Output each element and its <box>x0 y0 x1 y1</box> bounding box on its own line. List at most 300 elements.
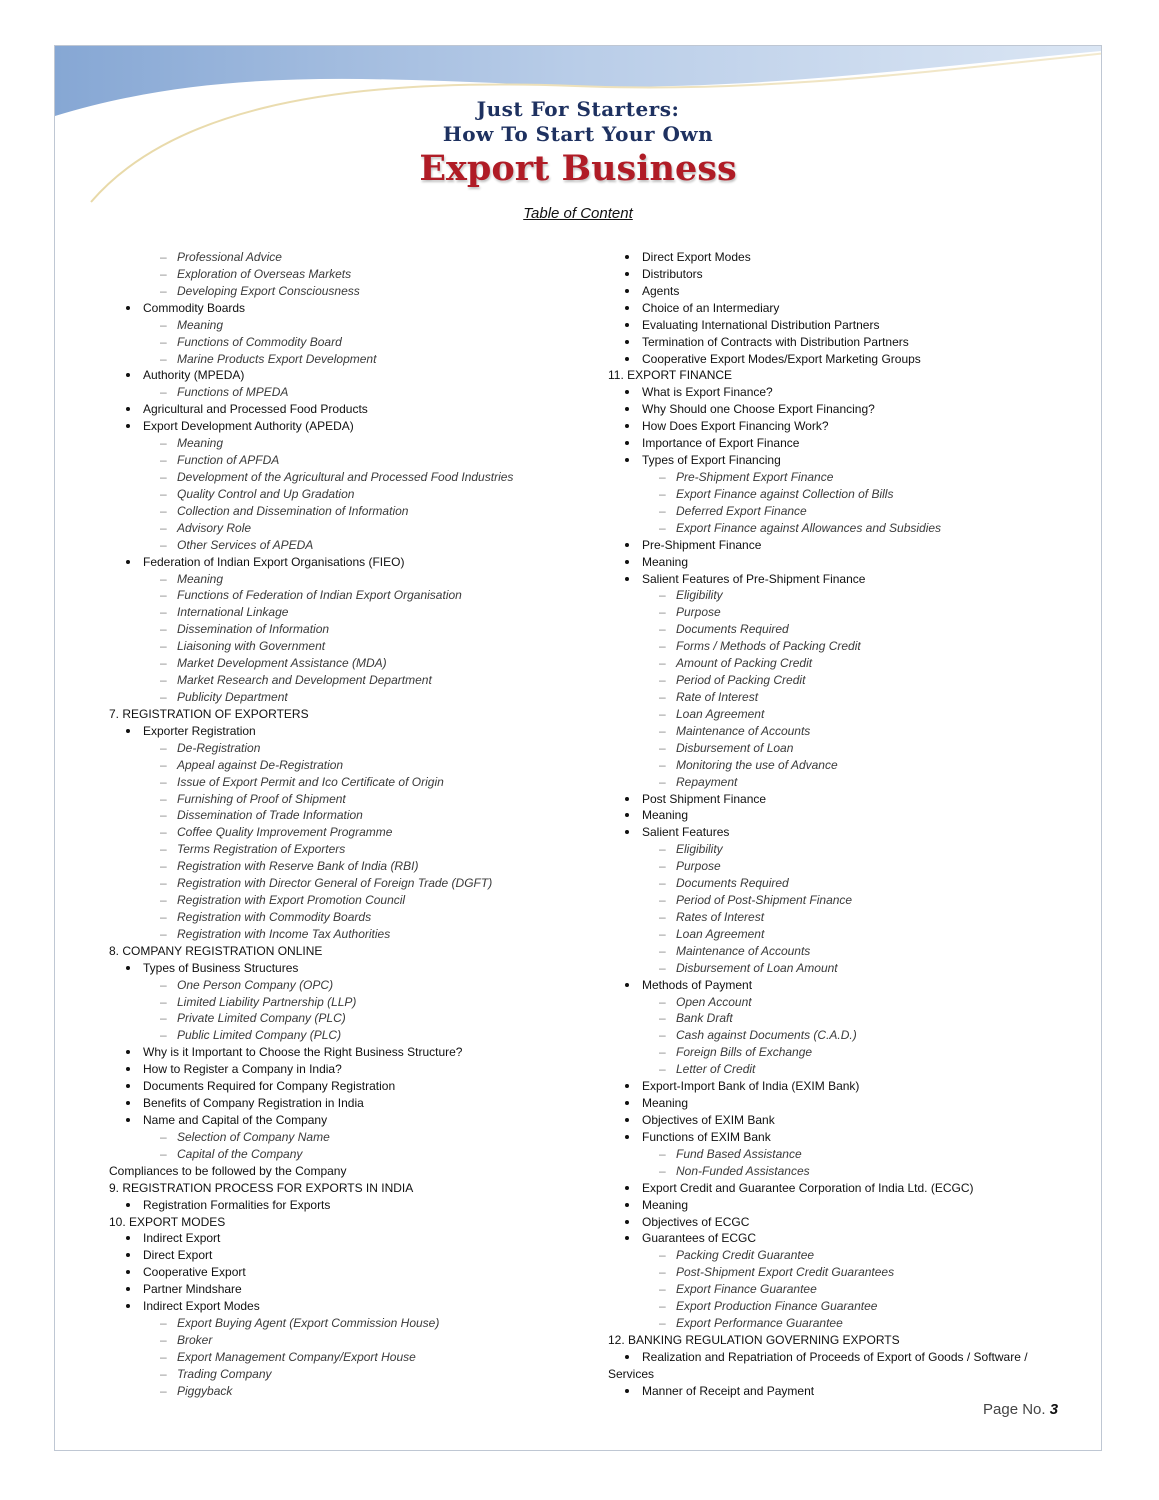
toc-entry <box>109 774 579 791</box>
bullet-icon <box>625 255 629 259</box>
bullet-icon <box>625 1236 629 1240</box>
toc-entry <box>608 1264 1068 1281</box>
toc-entry-text: Types of Business Structures <box>143 960 299 975</box>
toc-entry-text: Publicity Department <box>177 689 288 704</box>
dash-icon: – <box>160 266 167 281</box>
dash-icon: – <box>160 453 167 468</box>
dash-icon: – <box>659 706 666 721</box>
dash-icon: – <box>160 673 167 688</box>
toc-entry <box>109 334 579 351</box>
bullet-icon <box>625 1355 629 1359</box>
toc-entry-text: How Does Export Financing Work? <box>642 419 829 434</box>
dash-icon: – <box>659 673 666 688</box>
toc-entry-text: Meaning <box>642 1096 689 1111</box>
toc-entry <box>608 689 1068 706</box>
dash-icon: – <box>160 520 167 535</box>
toc-entry <box>608 587 1068 604</box>
bullet-icon <box>625 1389 629 1393</box>
toc-entry-text: Meaning <box>177 436 224 451</box>
dash-icon: – <box>160 791 167 806</box>
bullet-icon <box>625 1084 629 1088</box>
toc-entry-text: Professional Advice <box>177 250 282 264</box>
bullet-icon <box>625 560 629 564</box>
dash-icon: – <box>659 1146 666 1161</box>
toc-entry-text: Open Account <box>676 994 752 1009</box>
toc-entry <box>608 351 1068 368</box>
toc-entry-text: Cash against Documents (C.A.D.) <box>676 1028 857 1043</box>
toc-heading: Table of Content <box>523 205 633 222</box>
toc-entry-text: Function of APFDA <box>177 453 280 468</box>
dash-icon: – <box>659 1062 666 1077</box>
toc-entry-text: Guarantees of ECGC <box>642 1231 757 1246</box>
bullet-icon <box>126 1236 130 1240</box>
toc-entry-text: Loan Agreement <box>676 706 765 721</box>
dash-icon: – <box>160 825 167 840</box>
toc-entry-text: Appeal against De-Registration <box>177 757 344 772</box>
toc-entry <box>608 520 1068 537</box>
toc-entry <box>109 1163 579 1180</box>
toc-entry-text: Services <box>608 1366 655 1381</box>
dash-icon: – <box>160 469 167 484</box>
toc-entry-text: 11. EXPORT FINANCE <box>608 368 733 383</box>
dash-icon: – <box>659 876 666 891</box>
toc-entry <box>608 537 1068 554</box>
toc-entry <box>109 1010 579 1027</box>
toc-entry-text: Broker <box>177 1333 213 1347</box>
toc-entry-text: Distributors <box>642 266 703 281</box>
toc-entry-text: Commodity Boards <box>143 300 246 315</box>
toc-entry <box>608 1027 1068 1044</box>
toc-entry <box>109 571 579 588</box>
dash-icon: – <box>659 943 666 958</box>
toc-entry-text: Federation of Indian Export Organisations (FIEO) <box>143 554 405 569</box>
toc-entry <box>109 367 579 384</box>
bullet-icon <box>625 1186 629 1190</box>
toc-entry <box>109 452 579 469</box>
toc-entry-text: Exploration of Overseas Markets <box>177 266 352 281</box>
toc-entry-text: Functions of EXIM Bank <box>642 1129 771 1144</box>
toc-entry <box>608 367 1068 384</box>
toc-entry <box>109 875 579 892</box>
toc-entry-text: Agents <box>642 283 680 298</box>
toc-entry <box>109 672 579 689</box>
toc-entry-text: Foreign Bills of Exchange <box>676 1045 813 1060</box>
toc-entry <box>608 503 1068 520</box>
toc-entry <box>109 740 579 757</box>
toc-entry-text: Collection and Dissemination of Information <box>177 503 409 518</box>
dash-icon: – <box>160 334 167 349</box>
bullet-icon <box>126 1050 130 1054</box>
toc-entry-text: Period of Packing Credit <box>676 673 806 688</box>
toc-entry <box>608 469 1068 486</box>
toc-entry-text: Exporter Registration <box>143 723 256 738</box>
toc-entry <box>608 757 1068 774</box>
toc-entry-text: Post-Shipment Export Credit Guarantees <box>676 1265 895 1280</box>
toc-entry-text: Cooperative Export <box>143 1265 246 1280</box>
dash-icon: – <box>659 689 666 704</box>
toc-entry-text: De-Registration <box>177 740 261 755</box>
toc-entry-text: International Linkage <box>177 605 289 620</box>
bullet-icon <box>625 1118 629 1122</box>
toc-entry-text: Meaning <box>642 554 689 569</box>
toc-entry-text: Liaisoning with Government <box>177 639 326 654</box>
toc-entry <box>608 1247 1068 1264</box>
dash-icon: – <box>659 1163 666 1178</box>
dash-icon: – <box>160 909 167 924</box>
toc-entry-text: Pre-Shipment Finance <box>642 537 762 552</box>
dash-icon: – <box>160 994 167 1009</box>
dash-icon: – <box>160 1146 167 1161</box>
toc-entry-text: Registration with Director General of Foreign Trade (DGFT) <box>177 876 493 891</box>
page-number <box>983 1401 1058 1418</box>
toc-entry-text: Purpose <box>676 605 721 620</box>
bullet-icon <box>625 1220 629 1224</box>
toc-entry-text: Development of the Agricultural and Processed Food Industries <box>177 469 514 484</box>
page-number-label: Page No. <box>983 1401 1046 1418</box>
dash-icon: – <box>160 639 167 654</box>
bullet-icon <box>625 983 629 987</box>
toc-entry <box>608 892 1068 909</box>
toc-entry-text: Salient Features of Pre-Shipment Finance <box>642 571 866 586</box>
dash-icon: – <box>160 571 167 586</box>
dash-icon: – <box>160 351 167 366</box>
toc-entry-text: Packing Credit Guarantee <box>676 1248 815 1263</box>
toc-entry <box>608 1095 1068 1112</box>
toc-entry <box>608 909 1068 926</box>
toc-entry <box>109 841 579 858</box>
toc-entry <box>608 994 1068 1011</box>
toc-entry-text: Types of Export Financing <box>642 453 781 468</box>
toc-entry <box>608 571 1068 588</box>
toc-entry <box>109 554 579 571</box>
toc-entry-text: Name and Capital of the Company <box>143 1113 328 1128</box>
toc-entry-text: Furnishing of Proof of Shipment <box>177 791 346 806</box>
toc-entry-text: Maintenance of Accounts <box>676 943 811 958</box>
toc-entry-text: Agricultural and Processed Food Products <box>143 402 368 417</box>
bullet-icon <box>126 1270 130 1274</box>
toc-entry-text: 8. COMPANY REGISTRATION ONLINE <box>109 943 323 958</box>
bullet-icon <box>126 1287 130 1291</box>
toc-entry <box>608 283 1068 300</box>
toc-entry <box>109 1332 579 1349</box>
dash-icon: – <box>659 503 666 518</box>
toc-entry-text: Meaning <box>177 571 224 586</box>
dash-icon: – <box>160 503 167 518</box>
toc-entry-text: Importance of Export Finance <box>642 436 800 451</box>
toc-entry <box>109 1264 579 1281</box>
toc-entry-text: Private Limited Company (PLC) <box>177 1011 346 1026</box>
toc-entry <box>608 655 1068 672</box>
toc-entry-text: Rates of Interest <box>676 909 765 924</box>
toc-entry <box>109 1214 579 1231</box>
toc-entry <box>608 943 1068 960</box>
toc-entry-text: Partner Mindshare <box>143 1282 242 1297</box>
toc-entry-text: Marine Products Export Development <box>177 351 377 366</box>
toc-entry-text: Why is it Important to Choose the Right Business Structure? <box>143 1045 463 1060</box>
toc-column-left <box>109 249 579 1400</box>
toc-entry <box>608 1078 1068 1095</box>
toc-entry-text: Termination of Contracts with Distribution Partners <box>642 334 909 349</box>
toc-entry <box>109 537 579 554</box>
dash-icon: – <box>659 757 666 772</box>
dash-icon: – <box>160 842 167 857</box>
toc-entry-text: Advisory Role <box>177 520 252 535</box>
toc-entry-text: Selection of Company Name <box>177 1129 330 1144</box>
toc-entry <box>109 960 579 977</box>
toc-entry-text: Indirect Export <box>143 1231 221 1246</box>
toc-entry-text: Export Buying Agent (Export Commission House) <box>177 1316 440 1331</box>
toc-entry <box>608 1146 1068 1163</box>
toc-entry <box>608 334 1068 351</box>
toc-entry-text: Rate of Interest <box>676 689 759 704</box>
toc-entry-text: Realization and Repatriation of Proceeds of Export of Goods / Software / <box>642 1349 1028 1364</box>
bullet-icon <box>625 424 629 428</box>
toc-entry <box>109 1383 579 1400</box>
dash-icon: – <box>160 876 167 891</box>
toc-entry-text: Dissemination of Information <box>177 622 330 637</box>
dash-icon: – <box>659 893 666 908</box>
toc-entry <box>608 554 1068 571</box>
dash-icon: – <box>160 1333 167 1347</box>
toc-entry-text: Fund Based Assistance <box>676 1146 802 1161</box>
toc-entry <box>608 300 1068 317</box>
toc-entry-text: Export-Import Bank of India (EXIM Bank) <box>642 1079 860 1094</box>
toc-entry-text: Registration with Commodity Boards <box>177 909 372 924</box>
bullet-icon <box>625 577 629 581</box>
dash-icon: – <box>659 859 666 874</box>
dash-icon: – <box>659 740 666 755</box>
toc-entry <box>608 1163 1068 1180</box>
toc-entry <box>608 1349 1068 1366</box>
toc-entry-text: Registration Formalities for Exports <box>143 1197 331 1212</box>
toc-entry <box>109 300 579 317</box>
toc-entry <box>109 604 579 621</box>
bullet-icon <box>625 1203 629 1207</box>
toc-entry-text: Eligibility <box>676 588 723 603</box>
toc-entry <box>109 892 579 909</box>
dash-icon: – <box>160 622 167 637</box>
toc-entry-text: Market Development Assistance (MDA) <box>177 656 387 671</box>
dash-icon: – <box>659 588 666 603</box>
dash-icon: – <box>659 960 666 975</box>
toc-entry-text: Export Finance against Collection of Bills <box>676 486 894 501</box>
toc-entry <box>608 926 1068 943</box>
toc-entry <box>109 1180 579 1197</box>
toc-entry-text: Terms Registration of Exporters <box>177 842 346 857</box>
toc-entry-text: Deferred Export Finance <box>676 503 807 518</box>
toc-entry-text: Coffee Quality Improvement Programme <box>177 825 393 840</box>
dash-icon: – <box>659 1028 666 1043</box>
toc-entry <box>608 384 1068 401</box>
toc-entry-text: Disbursement of Loan Amount <box>676 960 838 975</box>
dash-icon: – <box>659 1011 666 1026</box>
toc-entry <box>608 1281 1068 1298</box>
toc-entry <box>608 740 1068 757</box>
dash-icon: – <box>160 250 167 264</box>
toc-entry <box>608 672 1068 689</box>
dash-icon: – <box>160 283 167 298</box>
toc-entry <box>109 266 579 283</box>
toc-entry <box>109 283 579 300</box>
bullet-icon <box>126 1084 130 1088</box>
toc-entry <box>608 1214 1068 1231</box>
toc-entry <box>608 1230 1068 1247</box>
toc-entry-text: Registration with Income Tax Authorities <box>177 926 391 941</box>
dash-icon: – <box>160 588 167 603</box>
toc-entry <box>109 909 579 926</box>
bullet-icon <box>126 1101 130 1105</box>
dash-icon: – <box>160 926 167 941</box>
toc-column-right <box>608 249 1068 1400</box>
toc-entry-text: Export Finance against Allowances and Subsidies <box>676 520 942 535</box>
dash-icon: – <box>160 1383 167 1398</box>
bullet-icon <box>625 1135 629 1139</box>
bullet-icon <box>126 1253 130 1257</box>
bullet-icon <box>126 373 130 377</box>
toc-entry-text: Amount of Packing Credit <box>676 656 813 671</box>
bullet-icon <box>625 306 629 310</box>
toc-entry <box>608 604 1068 621</box>
toc-entry-text: Loan Agreement <box>676 926 765 941</box>
toc-entry <box>608 1332 1068 1349</box>
toc-entry-text: Issue of Export Permit and Ico Certificate of Origin <box>177 774 444 789</box>
toc-entry <box>109 486 579 503</box>
dash-icon: – <box>160 808 167 823</box>
dash-icon: – <box>160 436 167 451</box>
dash-icon: – <box>659 1316 666 1331</box>
title-line-2: How To Start Your Own <box>442 122 714 146</box>
toc-entry-text: Documents Required for Company Registration <box>143 1079 396 1094</box>
toc-entry <box>608 824 1068 841</box>
toc-entry <box>608 875 1068 892</box>
toc-entry <box>109 1230 579 1247</box>
bullet-icon <box>126 966 130 970</box>
toc-entry-text: Bank Draft <box>676 1011 733 1026</box>
toc-entry <box>608 1315 1068 1332</box>
toc-entry <box>109 807 579 824</box>
dash-icon: – <box>160 656 167 671</box>
toc-entry-text: 10. EXPORT MODES <box>109 1214 226 1229</box>
toc-entry <box>608 706 1068 723</box>
toc-entry-text: Forms / Methods of Packing Credit <box>676 639 861 654</box>
bullet-icon <box>625 458 629 462</box>
toc-entry <box>109 317 579 334</box>
toc-entry <box>608 1298 1068 1315</box>
toc-entry-text: Capital of the Company <box>177 1146 303 1161</box>
bullet-icon <box>625 272 629 276</box>
toc-entry <box>109 1044 579 1061</box>
toc-entry-text: Limited Liability Partnership (LLP) <box>177 994 357 1009</box>
toc-entry <box>109 824 579 841</box>
toc-entry <box>109 249 579 266</box>
toc-entry-text: Why Should one Choose Export Financing? <box>642 402 875 417</box>
toc-entry-text: Eligibility <box>676 842 723 857</box>
dash-icon: – <box>659 639 666 654</box>
toc-entry <box>608 841 1068 858</box>
toc-entry-text: Direct Export Modes <box>642 250 751 264</box>
bullet-icon <box>126 560 130 564</box>
toc-entry <box>109 384 579 401</box>
toc-entry <box>608 418 1068 435</box>
dash-icon: – <box>659 842 666 857</box>
toc-entry <box>109 1129 579 1146</box>
toc-entry-text: Purpose <box>676 859 721 874</box>
toc-entry-text: Non-Funded Assistances <box>676 1163 810 1178</box>
bullet-icon <box>126 1203 130 1207</box>
dash-icon: – <box>160 859 167 874</box>
toc-entry-text: Manner of Receipt and Payment <box>642 1383 815 1398</box>
toc-entry <box>109 1061 579 1078</box>
dash-icon: – <box>659 1248 666 1263</box>
toc-entry <box>109 435 579 452</box>
toc-entry-text: Market Research and Development Department <box>177 673 432 688</box>
toc-entry <box>109 1349 579 1366</box>
dash-icon: – <box>160 1349 167 1364</box>
dash-icon: – <box>659 1282 666 1297</box>
toc-entry-text: Indirect Export Modes <box>143 1299 260 1314</box>
toc-entry <box>109 418 579 435</box>
toc-entry <box>109 943 579 960</box>
toc-entry <box>608 249 1068 266</box>
dash-icon: – <box>160 317 167 332</box>
toc-entry-text: Export Management Company/Export House <box>177 1349 416 1364</box>
toc-entry-text: Cooperative Export Modes/Export Marketing Groups <box>642 351 921 366</box>
toc-entry <box>109 926 579 943</box>
toc-entry <box>608 317 1068 334</box>
toc-entry <box>109 1315 579 1332</box>
toc-entry-text: Piggyback <box>177 1383 233 1398</box>
dash-icon: – <box>659 926 666 941</box>
toc-entry-text: Repayment <box>676 774 738 789</box>
dash-icon: – <box>160 1316 167 1331</box>
toc-entry-text: Registration with Export Promotion Council <box>177 893 406 908</box>
dash-icon: – <box>160 893 167 908</box>
toc-entry-text: Monitoring the use of Advance <box>676 757 838 772</box>
toc-entry-text: Disbursement of Loan <box>676 740 794 755</box>
toc-entry <box>608 1383 1068 1400</box>
toc-entry-text: Functions of Federation of Indian Export Organisation <box>177 588 462 603</box>
toc-entry <box>109 1281 579 1298</box>
toc-entry-text: Export Credit and Guarantee Corporation of India Ltd. (ECGC) <box>642 1180 974 1195</box>
toc-entry-text: Period of Post-Shipment Finance <box>676 893 853 908</box>
toc-entry <box>109 1298 579 1315</box>
toc-entry-text: Meaning <box>642 808 689 823</box>
toc-entry <box>109 469 579 486</box>
dash-icon: – <box>160 1366 167 1381</box>
bullet-icon <box>625 830 629 834</box>
toc-entry <box>608 807 1068 824</box>
toc-entry <box>109 520 579 537</box>
toc-entry <box>109 503 579 520</box>
toc-entry <box>608 1044 1068 1061</box>
bullet-icon <box>625 441 629 445</box>
toc-entry <box>109 1146 579 1163</box>
toc-entry <box>608 960 1068 977</box>
toc-entry <box>608 1112 1068 1129</box>
bullet-icon <box>625 1101 629 1105</box>
toc-entry-text: Direct Export <box>143 1248 213 1263</box>
dash-icon: – <box>659 909 666 924</box>
toc-entry <box>109 655 579 672</box>
toc-entry <box>608 621 1068 638</box>
dash-icon: – <box>160 1028 167 1043</box>
toc-entry-text: Registration with Reserve Bank of India (RBI) <box>177 859 419 874</box>
dash-icon: – <box>659 622 666 637</box>
toc-entry <box>109 1112 579 1129</box>
dash-icon: – <box>160 385 167 400</box>
toc-entry <box>109 723 579 740</box>
bullet-icon <box>625 390 629 394</box>
